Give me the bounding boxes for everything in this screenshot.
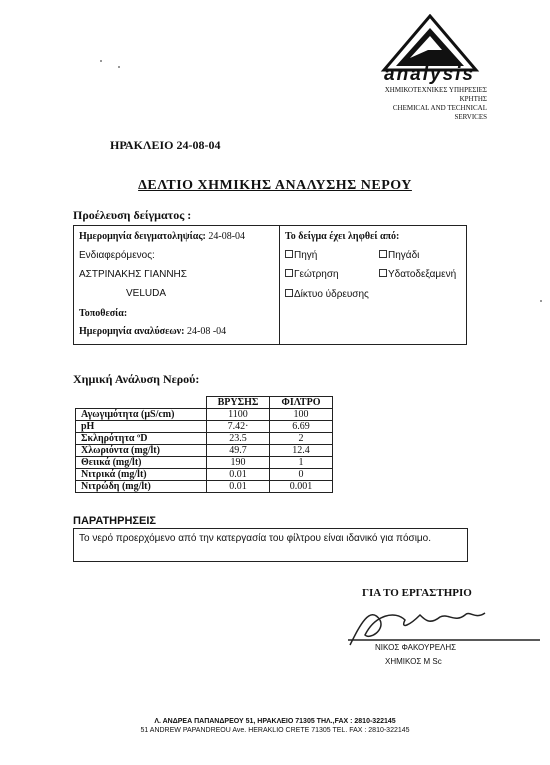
tap-value: 1100 (207, 409, 270, 421)
signatory-role: ΧΗΜΙΚΟΣ Μ Sc (385, 657, 442, 666)
sampling-date-label: Ημερομηνία δειγματοληψίας: (79, 231, 206, 242)
filter-value: 6.69 (270, 421, 333, 433)
remarks-box (73, 528, 468, 562)
table-row (76, 481, 333, 493)
param-cell: pH (76, 421, 207, 433)
filter-value: 100 (270, 409, 333, 421)
origin-left-box (73, 225, 280, 345)
remarks-heading: ΠΑΡΑΤΗΡΗΣΕΙΣ (73, 515, 156, 527)
table-row (76, 445, 333, 457)
checkbox-icon (379, 269, 387, 277)
source-heading: Το δείγμα έχει ληφθεί από: (285, 231, 400, 242)
tap-value: 0.01 (207, 469, 270, 481)
param-cell: Αγωγιμότητα (μS/cm) (76, 409, 207, 421)
source-network: Δίκτυο ύδρευσης (294, 289, 369, 300)
origin-right-box (279, 225, 467, 345)
filter-value: 0.001 (270, 481, 333, 493)
param-cell: Νιτρώδη (mg/lt) (76, 481, 207, 493)
remarks-text: Το νερό προερχόμενο από την κατεργασία του φίλτρου είναι ιδανικό για πόσιμο. (79, 533, 432, 544)
source-reservoir: Υδατοδεξαμενή (388, 269, 457, 280)
source-well: Πηγάδι (388, 250, 420, 261)
place-date: ΗΡΑΚΛΕΙΟ 24-08-04 (110, 138, 221, 152)
column-filter: ΦΙΛΤΡΟ (270, 397, 333, 409)
checkbox-icon (285, 250, 293, 258)
location-label: Τοποθεσία: (79, 308, 128, 319)
footer-address-gr: Λ. ΑΝΔΡΕΑ ΠΑΠΑΝΔΡΕΟΥ 51, ΗΡΑΚΛΕΙΟ 71305 ΤΗΛ.,FAX : 2810-322145 (154, 718, 396, 725)
brand-subtitle-gr: ΧΗΜΙΚΟΤΕΧΝΙΚΕΣ ΥΠΗΡΕΣΙΕΣ ΚΡΗΤΗΣ (384, 86, 487, 103)
brand-block (372, 64, 487, 122)
scan-speck (100, 60, 102, 62)
analysis-heading: Χημική Ανάλυση Νερού: (73, 372, 200, 386)
param-cell: Θειικά (mg/lt) (76, 457, 207, 469)
interested-company: VELUDA (126, 288, 167, 299)
filter-value: 12.4 (270, 445, 333, 457)
tap-value: 49.7 (207, 445, 270, 457)
source-spring: Πηγή (294, 250, 318, 261)
brand-subtitle-en: CHEMICAL AND TECHNICAL SERVICES (392, 104, 487, 121)
document-title: ΔΕΛΤΙΟ ΧΗΜΙΚΗΣ ΑΝΑΛΥΣΗΣ ΝΕΡΟΥ (138, 178, 412, 193)
column-tap: ΒΡΥΣΗΣ (207, 397, 270, 409)
tap-value: 0.01 (207, 481, 270, 493)
tap-value: 7.42· (207, 421, 270, 433)
checkbox-icon (285, 269, 293, 277)
table-row (76, 469, 333, 481)
table-row (76, 457, 333, 469)
tap-value: 190 (207, 457, 270, 469)
table-row (76, 409, 333, 421)
scan-speck (540, 300, 542, 302)
footer-address-en: 51 ANDREW PAPANDREOU Ave. HERAKLIO CRETE 71305 TEL. FAX : 2810-322145 (140, 727, 410, 734)
table-row (76, 433, 333, 445)
param-cell: Σκληρότητα ºD (76, 433, 207, 445)
table-header-row (76, 397, 333, 409)
table-row (76, 421, 333, 433)
filter-value: 2 (270, 433, 333, 445)
tap-value: 23.5 (207, 433, 270, 445)
interested-name: ΑΣΤΡΙΝΑΚΗΣ ΓΙΑΝΝΗΣ (79, 269, 187, 280)
param-cell: Χλωριόντα (mg/lt) (76, 445, 207, 457)
signatory-name: ΝΙΚΟΣ ΦΑΚΟΥΡΕΛΗΣ (375, 643, 457, 652)
checkbox-icon (379, 250, 387, 258)
source-borehole: Γεώτρηση (294, 269, 339, 280)
checkbox-icon (285, 289, 293, 297)
interested-label: Ενδιαφερόμενος: (79, 250, 155, 261)
param-cell: Νιτρικά (mg/lt) (76, 469, 207, 481)
origin-heading: Προέλευση δείγματος : (73, 208, 192, 222)
brand-name: analysis (384, 64, 475, 85)
filter-value: 1 (270, 457, 333, 469)
analysis-date-label: Ημερομηνία αναλύσεων: (79, 326, 185, 337)
analysis-table (75, 396, 333, 493)
filter-value: 0 (270, 469, 333, 481)
scan-speck (118, 66, 120, 68)
sampling-date-value: 24-08-04 (208, 231, 246, 242)
for-lab-label: ΓΙΑ ΤΟ ΕΡΓΑΣΤΗΡΙΟ (362, 587, 472, 599)
analysis-date-value: 24-08 -04 (186, 326, 227, 337)
